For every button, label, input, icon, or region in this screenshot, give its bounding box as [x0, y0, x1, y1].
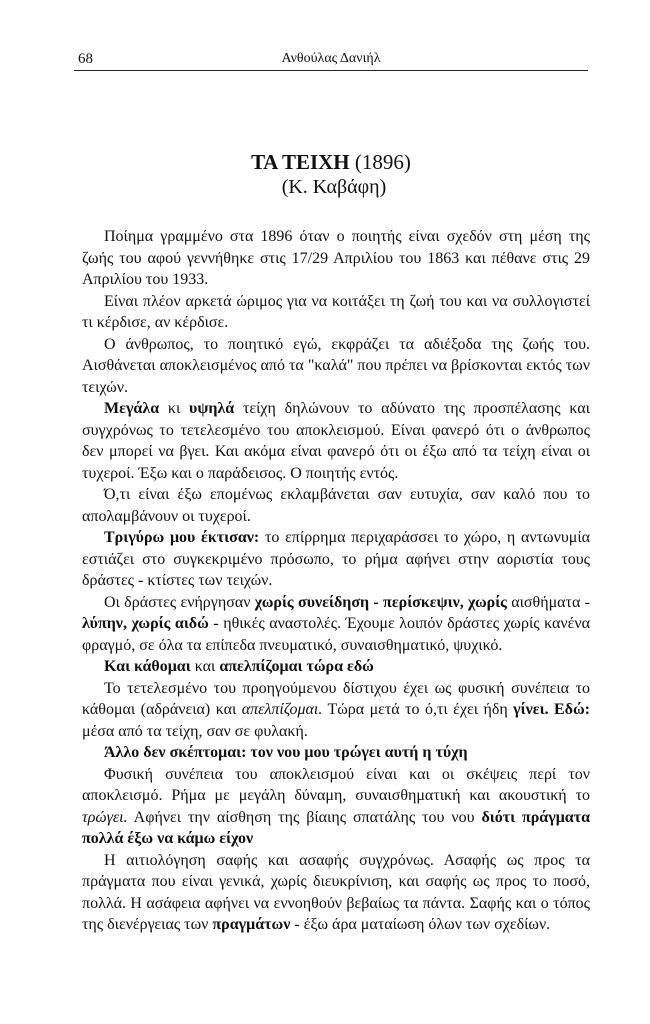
paragraph [82, 398, 590, 484]
page-header [74, 48, 588, 71]
text-run: και [190, 658, 220, 675]
verse-heading [82, 742, 590, 764]
text-run: κι [159, 400, 190, 417]
text-run: το επίρρημα περιχαράσσει το χώρο, η αντωνυμία εστιάζει στο συγκεκριμένο πρόσωπο, το ρήμα αφήνει στην αοριστία τους δράστες - κτίστες των τειχών. [82, 529, 590, 589]
bold-phrase: Άλλο δεν σκέπτομαι: τον νου μου τρώγει αυτή η τύχη [104, 744, 468, 761]
paragraph: Ο άνθρωπος, το ποιητικό εγώ, εκφράζει τα αδιέξοδα της ζωής του. Αισθάνεται αποκλεισμένος από τα "καλά" που πρέπει να βρίσκονται εκτός των τειχών. [82, 335, 590, 396]
text-run: Φυσική συνέπεια του αποκλεισμού είναι και οι σκέψεις περί τον αποκλεισμό. Ρήμα με μεγάλη δύναμη, συναισθηματική και ακουστική το [82, 765, 590, 804]
text-run: Το τετελεσμένο του προηγούμενου δίστιχου έχει ως φυσική συνέπεια το κάθομαι (αδράνεια) και [82, 679, 590, 718]
text-run: Τώρα μετά το ό,τι έχει ήδη [322, 701, 514, 718]
poem-title [74, 150, 588, 174]
poem-author: (Κ. Καβάφη) [281, 176, 387, 198]
body-text [82, 226, 590, 936]
text-run: - έξω άρα ματαίωση όλων των σχεδίων. [290, 916, 551, 933]
text-run: Η αιτιολόγηση σαφής και ασαφής συγχρόνως. Ασαφής ως προς τα πράγματα που είναι γενικά, χωρίς διευκρίνιση, και σαφής ως προς το ποσό, πολλά. Η ασάφεια αφήνει να εννοηθούν βεβαίως τα πάντα. Σαφής και ο τόπος της διενέργειας των [82, 851, 590, 933]
paragraph [82, 527, 590, 592]
bold-phrase: Μεγάλα [104, 400, 160, 417]
paragraph [82, 850, 590, 936]
running-head: Ανθούλας Δανιήλ [281, 51, 381, 66]
text-run: τείχη δηλώνουν το αδύνατο της προσπέλασης και συγχρόνως το τετελεσμένο του αποκλεισμού. Είναι φανερό ότι ο άνθρωπος δεν μπορεί να βγει. Και ακόμα είναι φανερό ότι οι έξω από τα τείχη είναι οι τυχεροί. Έξω και ο παράδεισος. Ο ποιητής εντός. [82, 400, 590, 482]
bold-phrase: διότι πράγματα πολλά έξω να κάμω είχον [82, 808, 590, 847]
bold-phrase: Και κάθομαι [104, 658, 191, 675]
italic-phrase: τρώγει. [82, 808, 128, 826]
paragraph [82, 592, 590, 657]
bold-phrase: Τριγύρω μου έκτισαν: [104, 529, 260, 546]
bold-phrase: απελπίζομαι τώρα εδώ [219, 658, 374, 675]
paragraph: Ποίημα γραμμένο στα 1896 όταν ο ποιητής είναι σχεδόν στη μέση της ζωής του αφού γεννήθηκε στις 17/29 Απριλίου του 1863 και πέθανε στις 29 Απριλίου του 1933. [82, 228, 590, 288]
verse-heading [82, 656, 590, 678]
italic-phrase: απελπίζομαι. [241, 701, 323, 718]
bold-phrase: χωρίς συνείδηση - περίσκεψιν, χωρίς [254, 593, 507, 611]
bold-phrase: υψηλά [189, 400, 235, 417]
text-run: αισθήματα - [506, 593, 590, 611]
paragraph [82, 678, 590, 743]
text-run: Αφήνει την αίσθηση της βίαιης σπατάλης του νου [127, 808, 482, 826]
poem-title-main: ΤΑ ΤΕΙΧΗ [251, 150, 350, 174]
paragraph: Ό,τι είναι έξω επομένως εκλαμβάνεται σαν ευτυχία, σαν καλό που το απολαμβάνουν οι τυχεροί. [82, 486, 590, 525]
text-run: Οι δράστες ενήργησαν [104, 593, 255, 611]
text-run: μέσα από τα τείχη, σαν σε φυλακή. [82, 722, 308, 740]
bold-phrase: λύπην, χωρίς αιδώ [82, 615, 209, 632]
bold-phrase: πραγμάτων [212, 916, 291, 933]
text-run: - ηθικές αναστολές. Έχουμε λοιπόν δράστες χωρίς κανένα φραγμό, σε όλα τα επίπεδα πνευματικό, συναισθηματικό, ψυχικό. [82, 615, 591, 654]
paragraph: Είναι πλέον αρκετά ώριμος για να κοιτάξει τη ζωή του και να συλλογιστεί τι κέρδισε, αν κέρδισε. [82, 292, 590, 331]
bold-phrase: γίνει. Εδώ: [513, 701, 591, 718]
title-block [74, 150, 588, 199]
paragraph [82, 764, 590, 850]
page-number: 68 [78, 51, 93, 67]
poem-year: (1896) [354, 150, 411, 174]
